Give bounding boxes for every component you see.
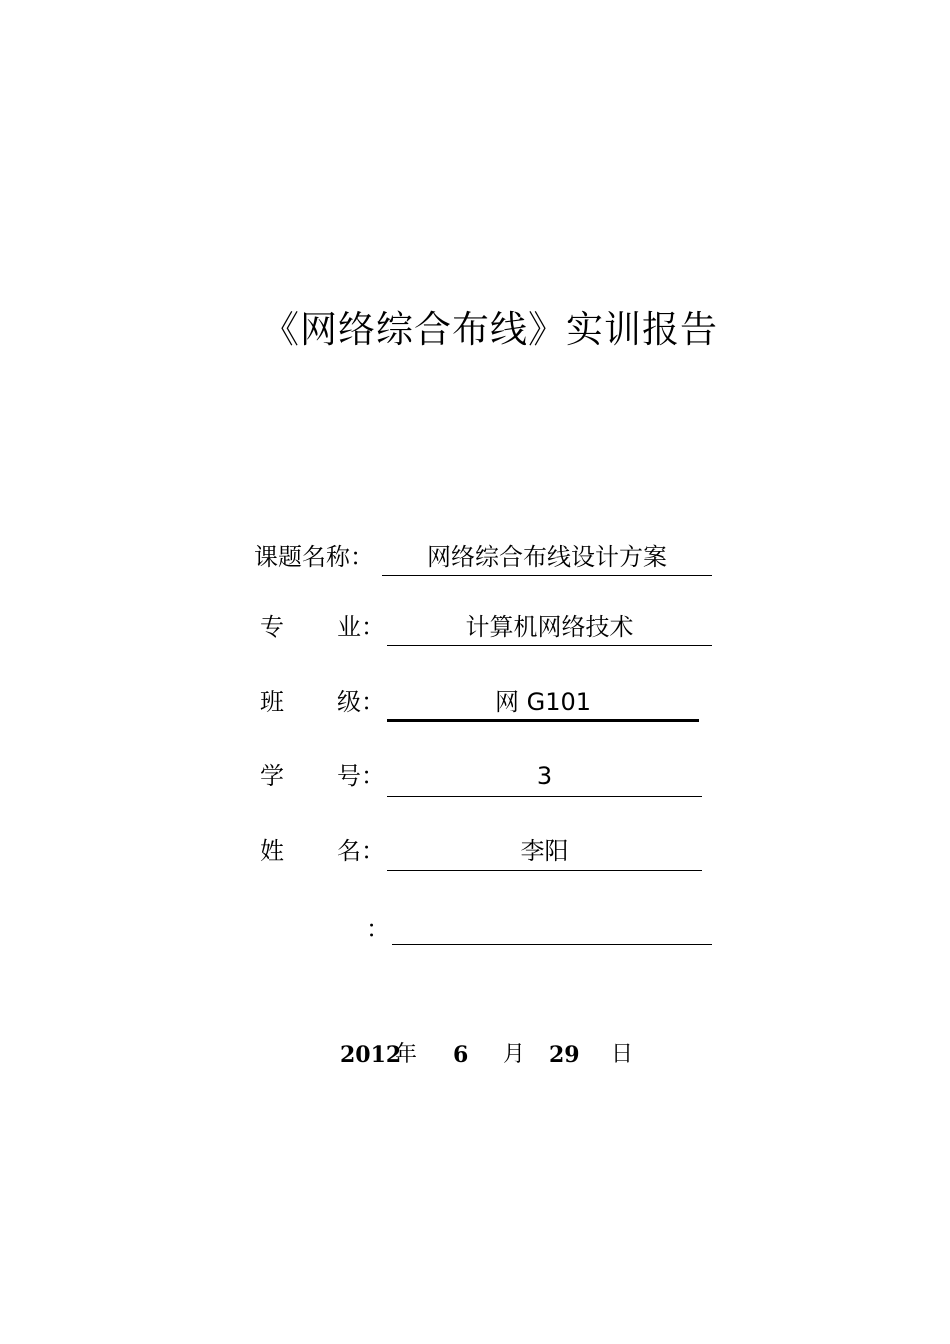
topic-colon: ： — [350, 543, 374, 571]
date-day: 29 — [549, 1042, 580, 1068]
name-underline — [387, 870, 702, 871]
major-underline — [387, 645, 712, 646]
name-label-second-char: 名 — [337, 837, 361, 865]
name-value: 李阳 — [520, 837, 569, 865]
student-id-value: 3 — [536, 762, 553, 790]
date-year-unit: 年 — [395, 1042, 418, 1067]
date-day-unit: 日 — [611, 1042, 634, 1067]
student-id-label-second-char: 号 — [337, 762, 361, 790]
name-label-first-char: 姓 — [260, 837, 284, 865]
major-label-second-char: 业 — [337, 613, 361, 641]
extra-colon: ： — [366, 915, 390, 943]
class-label-second-char: 级 — [337, 688, 361, 716]
student-id-label-first-char: 学 — [260, 762, 284, 790]
page-title: 《网络综合布线》实训报告 — [262, 308, 718, 351]
major-colon: ： — [361, 613, 385, 641]
class-label-first-char: 班 — [260, 688, 284, 716]
date-month-unit: 月 — [503, 1042, 526, 1067]
major-label-first-char: 专 — [260, 613, 284, 641]
extra-underline — [392, 944, 712, 945]
class-underline — [387, 719, 699, 722]
student-id-colon: ： — [361, 762, 385, 790]
topic-underline — [382, 575, 712, 576]
name-colon: ： — [361, 837, 385, 865]
date-year: 2012 — [340, 1042, 402, 1068]
date-month: 6 — [453, 1042, 469, 1068]
major-value: 计算机网络技术 — [465, 613, 634, 641]
student-id-underline — [387, 796, 702, 797]
topic-value: 网络综合布线设计方案 — [427, 543, 667, 571]
date-line — [0, 1038, 950, 1072]
class-value: 网 G101 — [494, 688, 592, 716]
extra-value — [392, 914, 712, 944]
class-colon: ： — [361, 688, 385, 716]
topic-label: 课题名称 — [254, 543, 350, 571]
